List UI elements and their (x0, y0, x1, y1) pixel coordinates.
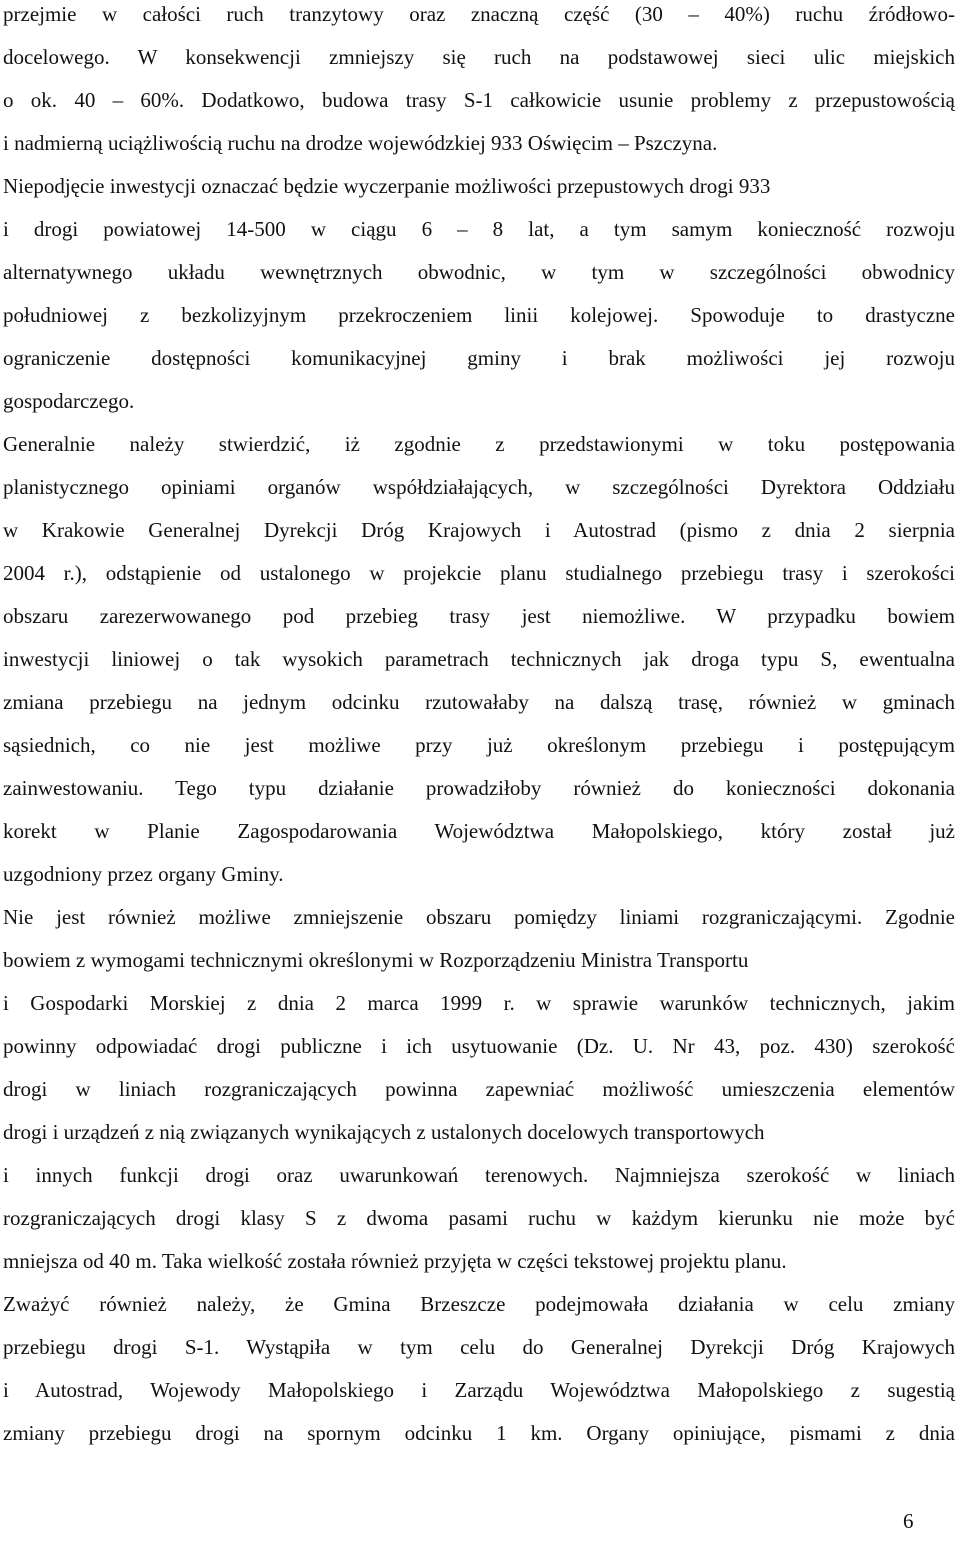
text-line: Generalnie należy stwierdzić, iż zgodnie z przedstawionymi w toku postępowania (3, 432, 955, 456)
text-line: mniejsza od 40 m. Taka wielkość została również przyjęta w części tekstowej projektu planu. (3, 1249, 787, 1273)
text-line: przejmie w całości ruch tranzytowy oraz znaczną część (30 – 40%) ruchu źródłowo- (3, 2, 955, 26)
text-line: powinny odpowiadać drogi publiczne i ich usytuowanie (Dz. U. Nr 43, poz. 430) szerokość (3, 1034, 955, 1058)
text-line: planistycznego opiniami organów współdziałających, w szczególności Dyrektora Oddziału (3, 475, 955, 499)
text-line: Niepodjęcie inwestycji oznaczać będzie wyczerpanie możliwości przepustowych drogi 933 (3, 174, 771, 198)
text-line: drogi i urządzeń z nią związanych wynikających z ustalonych docelowych transportowych (3, 1120, 765, 1144)
page-number: 6 (903, 1509, 914, 1533)
text-line: sąsiednich, co nie jest możliwe przy już określonym przebiegu i postępującym (3, 733, 955, 757)
text-line: alternatywnego układu wewnętrznych obwodnic, w tym w szczególności obwodnicy (3, 260, 955, 284)
text-line: zmiana przebiegu na jednym odcinku rzutowałaby na dalszą trasę, również w gminach (3, 690, 955, 714)
text-line: docelowego. W konsekwencji zmniejszy się ruch na podstawowej sieci ulic miejskich (3, 45, 955, 69)
text-line: drogi w liniach rozgraniczających powinna zapewniać możliwość umieszczenia elementów (3, 1077, 955, 1101)
text-line: ograniczenie dostępności komunikacyjnej gminy i brak możliwości jej rozwoju (3, 346, 955, 370)
text-line: uzgodniony przez organy Gminy. (3, 862, 284, 886)
text-line: obszaru zarezerwowanego pod przebieg trasy jest niemożliwe. W przypadku bowiem (3, 604, 955, 628)
text-line: i drogi powiatowej 14-500 w ciągu 6 – 8 lat, a tym samym konieczność rozwoju (3, 217, 955, 241)
text-line: bowiem z wymogami technicznymi określonymi w Rozporządzeniu Ministra Transportu (3, 948, 749, 972)
text-line: rozgraniczających drogi klasy S z dwoma pasami ruchu w każdym kierunku nie może być (3, 1206, 955, 1230)
text-line: 2004 r.), odstąpienie od ustalonego w projekcie planu studialnego przebiegu trasy i szerokości (3, 561, 955, 585)
text-line: przebiegu drogi S-1. Wystąpiła w tym celu do Generalnej Dyrekcji Dróg Krajowych (3, 1335, 955, 1359)
text-line: inwestycji liniowej o tak wysokich parametrach technicznych jak droga typu S, ewentualna (3, 647, 955, 671)
text-line: i innych funkcji drogi oraz uwarunkowań terenowych. Najmniejsza szerokość w liniach (3, 1163, 955, 1187)
text-line: w Krakowie Generalnej Dyrekcji Dróg Krajowych i Autostrad (pismo z dnia 2 sierpnia (3, 518, 955, 542)
text-line: korekt w Planie Zagospodarowania Województwa Małopolskiego, który został już (3, 819, 955, 843)
text-line: zainwestowaniu. Tego typu działanie prowadziłoby również do konieczności dokonania (3, 776, 955, 800)
text-line: i Autostrad, Wojewody Małopolskiego i Zarządu Województwa Małopolskiego z sugestią (3, 1378, 955, 1402)
text-line: gospodarczego. (3, 389, 135, 413)
text-line: Zważyć również należy, że Gmina Brzeszcze podejmowała działania w celu zmiany (3, 1292, 955, 1316)
text-line: południowej z bezkolizyjnym przekroczeniem linii kolejowej. Spowoduje to drastyczne (3, 303, 955, 327)
text-line: i Gospodarki Morskiej z dnia 2 marca 1999 r. w sprawie warunków technicznych, jakim (3, 991, 955, 1015)
text-line: Nie jest również możliwe zmniejszenie obszaru pomiędzy liniami rozgraniczającymi. Zgodnie (3, 905, 955, 929)
text-line: i nadmierną uciążliwością ruchu na drodze wojewódzkiej 933 Oświęcim – Pszczyna. (3, 131, 718, 155)
text-line: o ok. 40 – 60%. Dodatkowo, budowa trasy S-1 całkowicie usunie problemy z przepustowością (3, 88, 955, 112)
text-line: zmiany przebiegu drogi na spornym odcinku 1 km. Organy opiniujące, pismami z dnia (3, 1421, 955, 1445)
